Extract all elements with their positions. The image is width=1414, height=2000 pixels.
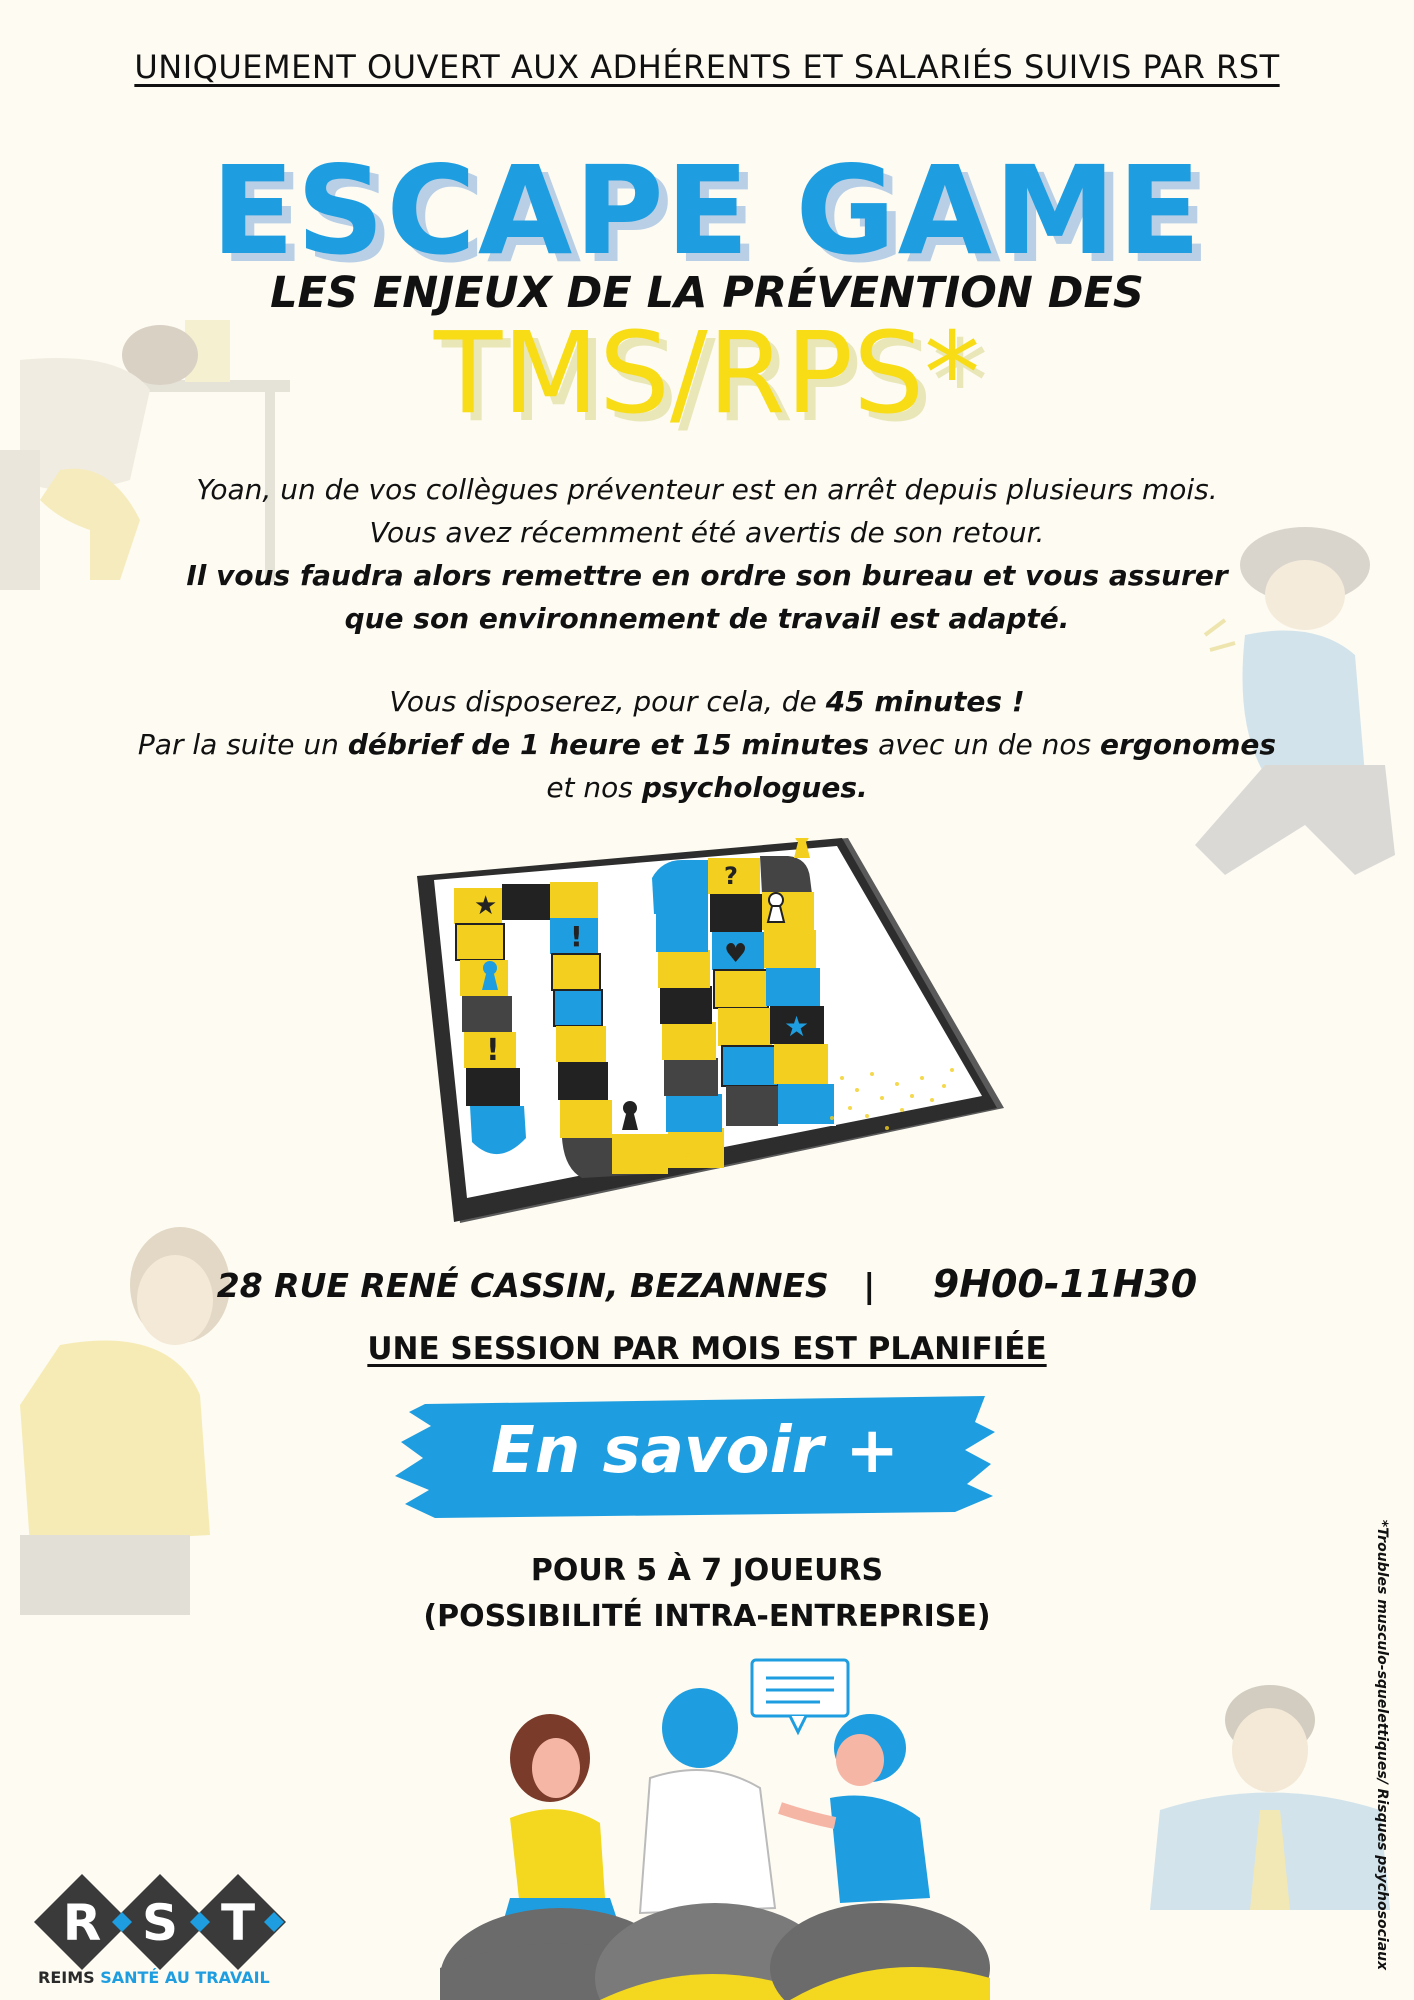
svg-text:?: ?	[682, 1137, 698, 1167]
membership-restriction: UNIQUEMENT OUVERT AUX ADHÉRENTS ET SALARIÉS SUIVIS PAR RST	[134, 48, 1280, 86]
phone-call-woman-illustration	[1120, 1660, 1414, 1910]
svg-text:★: ★	[784, 1010, 810, 1043]
separator: |	[863, 1266, 876, 1305]
logo-letter: T	[220, 1894, 256, 1952]
debrief-highlight: débrief de 1 heure et 15 minutes	[347, 728, 870, 761]
players-info	[0, 1548, 1414, 1640]
intro-line: Il vous faudra alors remettre en ordre son bureau et vous assurer	[186, 559, 1228, 592]
event-address: 28 RUE RENÉ CASSIN, BEZANNES	[216, 1266, 829, 1305]
details-line	[0, 766, 1414, 809]
details-text: Vous disposerez, pour cela, de	[389, 685, 826, 718]
intro-line: que son environnement de travail est adapté.	[344, 602, 1070, 635]
footnote: *Troubles musculo-squelettiques/ Risques psychosociaux	[1374, 1519, 1390, 1971]
event-time: 9H00-11H30	[932, 1262, 1198, 1306]
logo-letter: S	[141, 1894, 179, 1952]
learn-more-button[interactable]	[395, 1392, 995, 1518]
page-subtitle: LES ENJEUX DE LA PRÉVENTION DES	[270, 268, 1144, 318]
svg-text:!: !	[570, 920, 583, 953]
group-discussion-illustration	[430, 1648, 1010, 2000]
board-game-illustration	[412, 838, 1012, 1238]
logo-tagline-part: REIMS	[38, 1968, 101, 1987]
details-text: Par la suite un	[137, 728, 348, 761]
logo-tagline-part: SANTÉ AU TRAVAIL	[100, 1968, 270, 1987]
page-title: ESCAPE GAME	[211, 140, 1203, 282]
details-line	[0, 680, 1414, 723]
players-count: POUR 5 À 7 JOUEURS	[530, 1553, 884, 1588]
details-paragraph	[0, 680, 1414, 809]
svg-text:♥: ♥	[724, 939, 748, 969]
intra-company-note: (POSSIBILITÉ INTRA-ENTREPRISE)	[423, 1599, 991, 1634]
topic-heading: TMS/RPS*	[433, 309, 981, 439]
details-line	[0, 723, 1414, 766]
details-text: et nos	[546, 771, 642, 804]
intro-paragraph	[0, 468, 1414, 640]
details-text: avec un de nos	[869, 728, 1100, 761]
learn-more-label: En savoir +	[491, 1414, 899, 1488]
event-location-time	[0, 1262, 1414, 1306]
rst-logo	[24, 1858, 294, 1986]
intro-line: Vous avez récemment été avertis de son retour.	[369, 516, 1045, 549]
svg-text:?: ?	[724, 862, 738, 890]
ergonomists-highlight: ergonomes	[1099, 728, 1277, 761]
svg-text:★: ★	[474, 891, 498, 921]
svg-text:♥: ♥	[574, 1064, 600, 1097]
duration-highlight: 45 minutes !	[825, 685, 1025, 718]
intro-line: Yoan, un de vos collègues préventeur est en arrêt depuis plusieurs mois.	[196, 473, 1218, 506]
session-note: UNE SESSION PAR MOIS EST PLANIFIÉE	[367, 1331, 1047, 1367]
svg-text:!: !	[486, 1033, 500, 1068]
psychologists-highlight: psychologues.	[641, 771, 868, 804]
logo-tagline	[38, 1968, 270, 1987]
logo-letter: R	[62, 1894, 102, 1952]
